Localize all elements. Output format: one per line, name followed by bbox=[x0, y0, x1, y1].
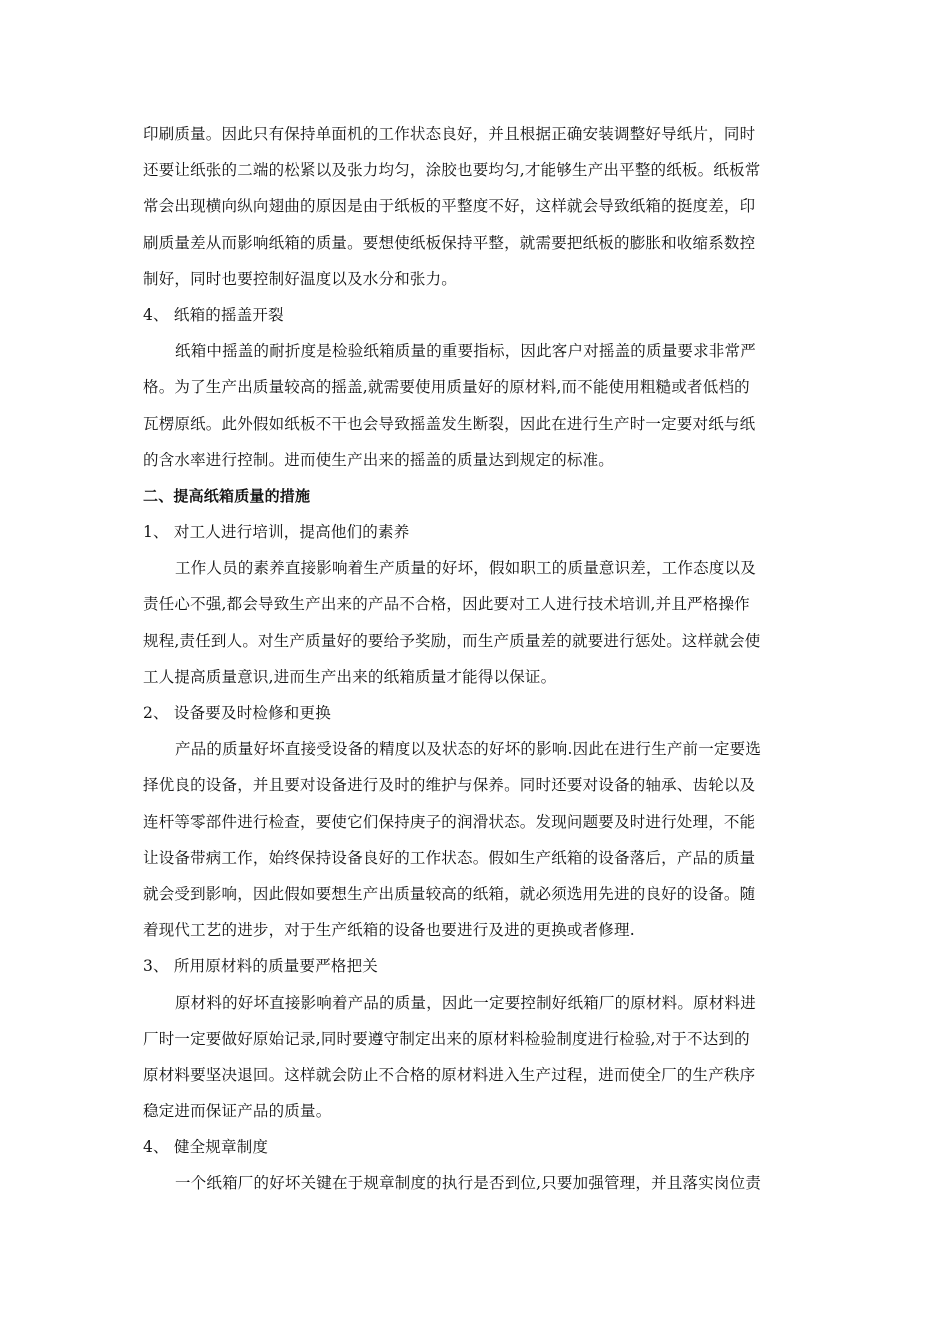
body-text-line: 格。为了生产出质量较高的摇盖,就需要使用质量好的原材料,而不能使用粗糙或者低档的 bbox=[143, 378, 750, 397]
body-text-line: 就会受到影响，因此假如要想生产出质量较高的纸箱，就必须选用先进的良好的设备。随 bbox=[143, 884, 756, 903]
paragraph-first-line: 纸箱中摇盖的耐折度是检验纸箱质量的重要指标，因此客户对摇盖的质量要求非常严 bbox=[175, 342, 756, 361]
section-heading: 二、提高纸箱质量的措施 bbox=[143, 486, 311, 505]
body-text-line: 还要让纸张的二端的松紧以及张力均匀，涂胶也要均匀,才能够生产出平整的纸板。纸板常 bbox=[143, 161, 761, 180]
section-subheading: 1、 对工人进行培训，提高他们的素养 bbox=[143, 523, 410, 542]
section-subheading: 2、 设备要及时检修和更换 bbox=[143, 704, 331, 722]
body-text-line: 制好，同时也要控制好温度以及水分和张力。 bbox=[143, 269, 458, 288]
body-text-line: 责任心不强,都会导致生产出来的产品不合格，因此要对工人进行技术培训,并且严格操作 bbox=[143, 595, 750, 614]
paragraph-first-line: 产品的质量好坏直接受设备的精度以及状态的好坏的影响.因此在进行生产前一定要选 bbox=[175, 740, 762, 759]
body-text-line: 刷质量差从而影响纸箱的质量。要想使纸板保持平整，就需要把纸板的膨胀和收缩系数控 bbox=[143, 233, 756, 252]
body-text-line: 连杆等零部件进行检查，要使它们保持庚子的润滑状态。发现问题要及时进行处理，不能 bbox=[143, 812, 756, 831]
body-text-line: 常会出现横向纵向翅曲的原因是由于纸板的平整度不好，这样就会导致纸箱的挺度差，印 bbox=[143, 197, 756, 216]
section-subheading: 3、 所用原材料的质量要严格把关 bbox=[143, 957, 378, 976]
body-text-line: 规程,责任到人。对生产质量好的要给予奖励，而生产质量差的就要进行惩处。这样就会使 bbox=[143, 631, 761, 650]
body-text-line: 稳定进而保证产品的质量。 bbox=[143, 1102, 332, 1121]
body-text-line: 择优良的设备，并且要对设备进行及时的维护与保养。同时还要对设备的轴承、齿轮以及 bbox=[143, 776, 756, 795]
section-subheading: 4、 纸箱的摇盖开裂 bbox=[143, 305, 284, 324]
body-text-line: 印刷质量。因此只有保持单面机的工作状态良好，并且根据正确安装调整好导纸片，同时 bbox=[143, 125, 756, 143]
body-text-line: 瓦楞原纸。此外假如纸板不干也会导致摇盖发生断裂，因此在进行生产时一定要对纸与纸 bbox=[143, 414, 756, 433]
body-text-line: 工人提高质量意识,进而生产出来的纸箱质量才能得以保证。 bbox=[143, 667, 557, 686]
body-text-line: 着现代工艺的进步，对于生产纸箱的设备也要进行及进的更换或者修理. bbox=[143, 921, 635, 940]
document-page bbox=[143, 116, 803, 1202]
body-text-line: 让设备带病工作，始终保持设备良好的工作状态。假如生产纸箱的设备落后，产品的质量 bbox=[143, 848, 756, 867]
body-text-line: 的含水率进行控制。进而使生产出来的摇盖的质量达到规定的标准。 bbox=[143, 450, 615, 469]
paragraph-first-line: 工作人员的素养直接影响着生产质量的好坏，假如职工的质量意识差，工作态度以及 bbox=[175, 559, 756, 578]
paragraph-first-line: 一个纸箱厂的好坏关键在于规章制度的执行是否到位,只要加强管理，并且落实岗位责 bbox=[175, 1174, 762, 1193]
body-text-line: 厂时一定要做好原始记录,同时要遵守制定出来的原材料检验制度进行检验,对于不达到的 bbox=[143, 1029, 750, 1048]
paragraph-first-line: 原材料的好坏直接影响着产品的质量，因此一定要控制好纸箱厂的原材料。原材料进 bbox=[175, 993, 756, 1012]
section-subheading: 4、 健全规章制度 bbox=[143, 1138, 269, 1157]
body-text-line: 原材料要坚决退回。这样就会防止不合格的原材料进入生产过程，进而使全厂的生产秩序 bbox=[143, 1065, 756, 1084]
